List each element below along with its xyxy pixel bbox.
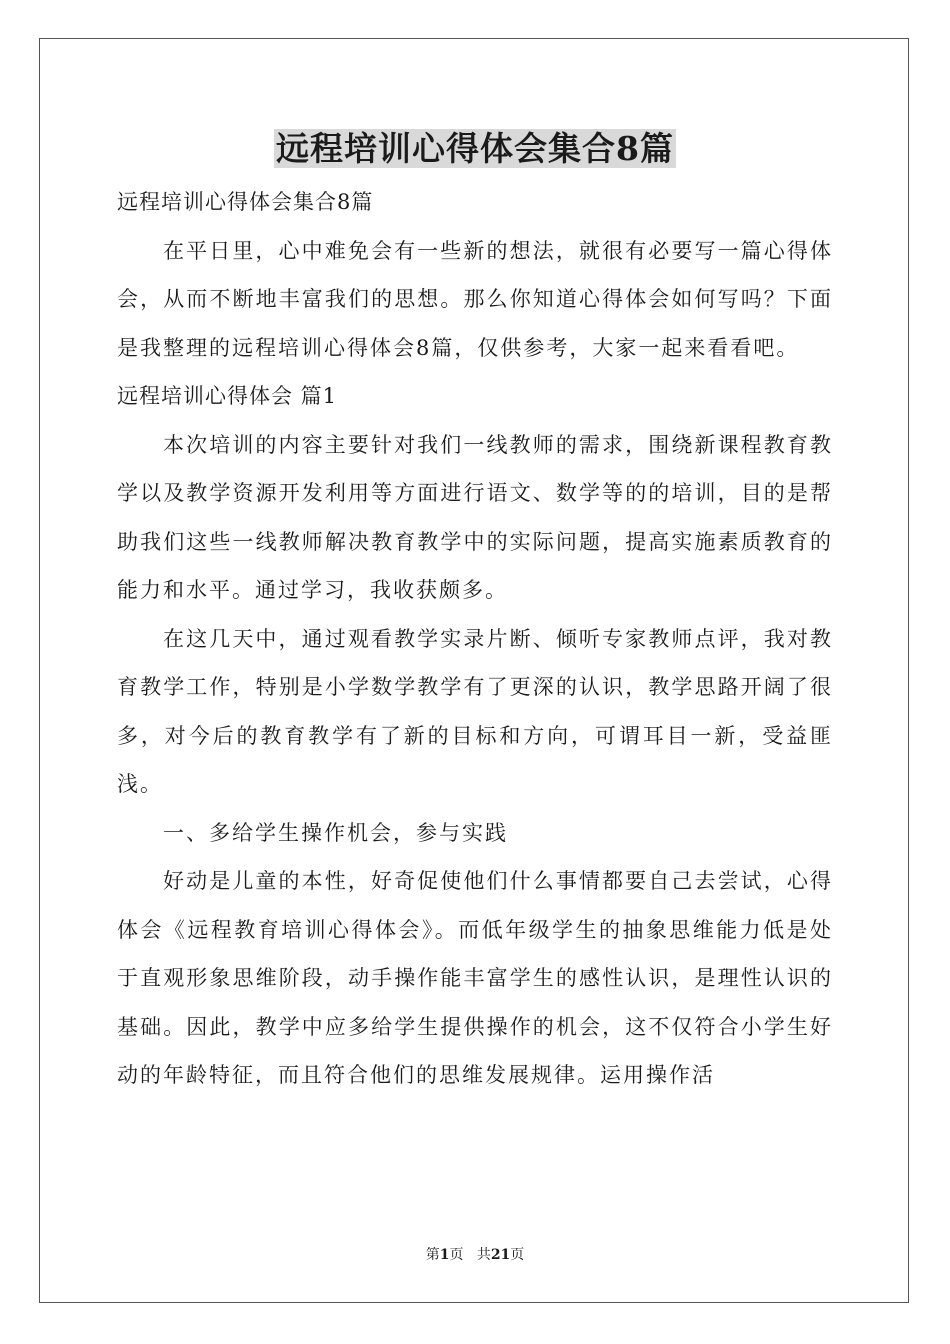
total-pages: 21 [490,1247,511,1263]
total-suffix: 页 [510,1247,525,1263]
paragraph: 本次培训的内容主要针对我们一线教师的需求，围绕新课程教育教学以及教学资源开发利用等方面进行语文、数学等的的培训，目的是帮助我们这些一线教师解决教育教学中的实际问题，提高实施素质教育的能力和水平。通过学习，我收获颇多。 [117,432,833,602]
paragraph: 好动是儿童的本性，好奇促使他们什么事情都要自己去尝试，心得体会《远程教育培训心得体会》。而低年级学生的抽象思维能力低是处于直观形象思维阶段，动手操作能丰富学生的感性认识，是理性认识的基础。因此，教学中应多给学生提供操作的机会，这不仅符合小学生好动的年龄特征，而且符合他们的思维发展规律。运用操作活 [117,869,833,1087]
section-heading: 远程培训心得体会 篇1 [117,384,338,408]
page-suffix: 页 [449,1247,464,1263]
page-prefix: 第 [425,1247,440,1263]
total-prefix: 共 [476,1247,491,1263]
document-body [117,178,833,1100]
paragraph: 在这几天中，通过观看教学实录片断、倾听专家教师点评，我对教育教学工作，特别是小学数学教学有了更深的认识，教学思路开阔了很多，对今后的教育教学有了新的目标和方向，可谓耳目一新，受益匪浅。 [117,626,833,796]
sub-heading: 一、多给学生操作机会，参与实践 [163,820,508,845]
page-number: 1 [439,1247,450,1263]
paragraph-subtitle: 远程培训心得体会集合8篇 [117,190,374,214]
document-title-text: 远程培训心得体会集合8篇 [276,129,674,168]
paragraph-intro: 在平日里，心中难免会有一些新的想法，就很有必要写一篇心得体会，从而不断地丰富我们的思想。那么你知道心得体会如何写吗？下面是我整理的远程培训心得体会8篇，仅供参考，大家一起来看看吧。 [117,238,833,360]
document-title [0,126,950,172]
page-footer [0,1245,950,1265]
